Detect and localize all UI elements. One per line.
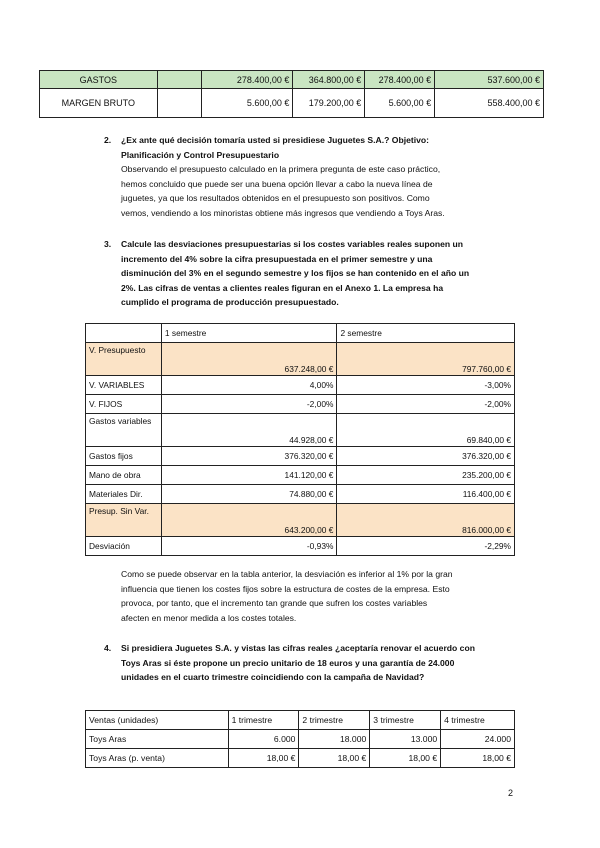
row-label: V. VARIABLES (86, 376, 162, 395)
question-number: 3. (104, 239, 112, 249)
analysis-paragraph (121, 567, 561, 625)
table-row (86, 504, 515, 537)
cell-value: 6.000 (228, 730, 299, 749)
table-row (86, 395, 515, 414)
answer-line: hemos concluido que puede ser una buena opción llevar a cabo la nueva línea de (121, 178, 433, 189)
cell-value: 816.000,00 € (337, 504, 515, 537)
table-row (86, 485, 515, 504)
question-3 (104, 237, 561, 310)
cell-value: -0,93% (161, 537, 337, 556)
cell-value: 5.600,00 € (365, 89, 435, 118)
table-header-row (86, 324, 515, 343)
row-label: Desviación (86, 537, 162, 556)
cell-value: 376.320,00 € (337, 447, 515, 466)
answer-line: Observando el presupuesto calculado en la primera pregunta de este caso práctico, (121, 164, 441, 174)
cell-value: 116.400,00 € (337, 485, 515, 504)
row-label: Gastos variables (86, 414, 162, 447)
cell-value: 797.760,00 € (337, 343, 515, 376)
cell-value: 235.200,00 € (337, 466, 515, 485)
table-row (86, 730, 515, 749)
question-title: Planificación y Control Presupuestario (121, 149, 280, 160)
question-line: cumplido el programa de producción presupuestado. (121, 297, 339, 307)
row-label: Materiales Dir. (86, 485, 162, 504)
question-line: disminución del 3% en el segundo semestre y los fijos se han contenido en el año un (121, 268, 470, 278)
cell-value: 376.320,00 € (161, 447, 337, 466)
cell-value: 69.840,00 € (337, 414, 515, 447)
column-header: 2 trimestre (299, 711, 370, 730)
cell-value: 24.000 (441, 730, 515, 749)
table-row (86, 376, 515, 395)
row-label: GASTOS (40, 71, 158, 89)
column-header: 1 semestre (161, 324, 337, 343)
question-title: ¿Ex ante qué decisión tomaría usted si presidiese Juguetes S.A.? Objetivo: (121, 135, 430, 145)
column-header: 1 trimestre (228, 711, 299, 730)
cell-value: 643.200,00 € (161, 504, 337, 537)
cell-value: 278.400,00 € (365, 71, 435, 89)
cell-value: 18,00 € (441, 749, 515, 768)
table-row (86, 466, 515, 485)
question-line: Calcule las desviaciones presupuestarias si los costes variables reales suponen un (121, 239, 463, 249)
table-row (86, 343, 515, 376)
cell-value: -2,00% (161, 395, 337, 414)
column-header (86, 324, 162, 343)
question-number: 4. (104, 643, 112, 653)
table-header-row (86, 711, 515, 730)
cell-value: 558.400,00 € (435, 89, 544, 118)
cell-value: 18,00 € (228, 749, 299, 768)
cell-value: -3,00% (337, 376, 515, 395)
row-label: Presup. Sin Var. (86, 504, 162, 537)
cell-value: -2,29% (337, 537, 515, 556)
answer-line: vemos, vendiendo a los minoristas obtiene más ingresos que vendiendo a Toys Aras. (121, 207, 445, 218)
ventas-unidades-table (85, 710, 515, 768)
row-label: Toys Aras (86, 730, 229, 749)
cell-value: 18,00 € (299, 749, 370, 768)
cell-value: 44.928,00 € (161, 414, 337, 447)
question-line: 2%. Las cifras de ventas a clientes reales figuran en el Anexo 1. La empresa ha (121, 282, 444, 293)
cell-value: 18,00 € (370, 749, 441, 768)
table-row (40, 89, 544, 118)
row-label: Mano de obra (86, 466, 162, 485)
cell-value: 13.000 (370, 730, 441, 749)
table-row (86, 537, 515, 556)
question-line: Toys Aras si éste propone un precio unitario de 18 euros y una garantía de 24.000 (121, 657, 455, 668)
blank-cell (157, 89, 201, 118)
cell-value: 179.200,00 € (293, 89, 365, 118)
desviaciones-table (85, 323, 515, 556)
column-header: 3 trimestre (370, 711, 441, 730)
cell-value: -2,00% (337, 395, 515, 414)
paragraph-line: Como se puede observar en la tabla anterior, la desviación es inferior al 1% por la gran (121, 569, 453, 579)
row-label: MARGEN BRUTO (40, 89, 158, 118)
cell-value: 5.600,00 € (201, 89, 293, 118)
cell-value: 141.120,00 € (161, 466, 337, 485)
row-label: V. FIJOS (86, 395, 162, 414)
question-line: Si presidiera Juguetes S.A. y vistas las cifras reales ¿aceptaría renovar el acuerdo con (121, 643, 475, 653)
gastos-margen-table (39, 70, 544, 118)
blank-cell (157, 71, 201, 89)
table-row (86, 447, 515, 466)
cell-value: 278.400,00 € (201, 71, 293, 89)
row-label: Toys Aras (p. venta) (86, 749, 229, 768)
question-2 (104, 133, 561, 220)
column-header: 4 trimestre (441, 711, 515, 730)
table-row (40, 71, 544, 89)
cell-value: 74.880,00 € (161, 485, 337, 504)
column-header: 2 semestre (337, 324, 515, 343)
page-number: 2 (508, 788, 514, 798)
paragraph-line: influencia que tienen los costes fijos sobre la estructura de costes de la empresa. Esto (121, 583, 450, 594)
question-4 (104, 641, 561, 685)
row-label: V. Presupuesto (86, 343, 162, 376)
cell-value: 18.000 (299, 730, 370, 749)
question-line: unidades en el cuarto trimestre coincidiendo con la campaña de Navidad? (121, 672, 425, 682)
table-row (86, 749, 515, 768)
cell-value: 4,00% (161, 376, 337, 395)
paragraph-line: afecten en menor medida a los costes totales. (121, 612, 297, 623)
paragraph-line: provoca, por tanto, que el incremento tan grande que sufren los costes variables (121, 598, 428, 608)
cell-value: 364.800,00 € (293, 71, 365, 89)
table-row (86, 414, 515, 447)
question-line: incremento del 4% sobre la cifra presupuestada en el primer semestre y una (121, 253, 433, 264)
column-header: Ventas (unidades) (86, 711, 229, 730)
cell-value: 637.248,00 € (161, 343, 337, 376)
answer-line: juguetes, ya que los resultados obtenidos en el presupuesto son positivos. Como (121, 193, 430, 203)
row-label: Gastos fijos (86, 447, 162, 466)
question-number: 2. (104, 135, 112, 145)
cell-value: 537.600,00 € (435, 71, 544, 89)
